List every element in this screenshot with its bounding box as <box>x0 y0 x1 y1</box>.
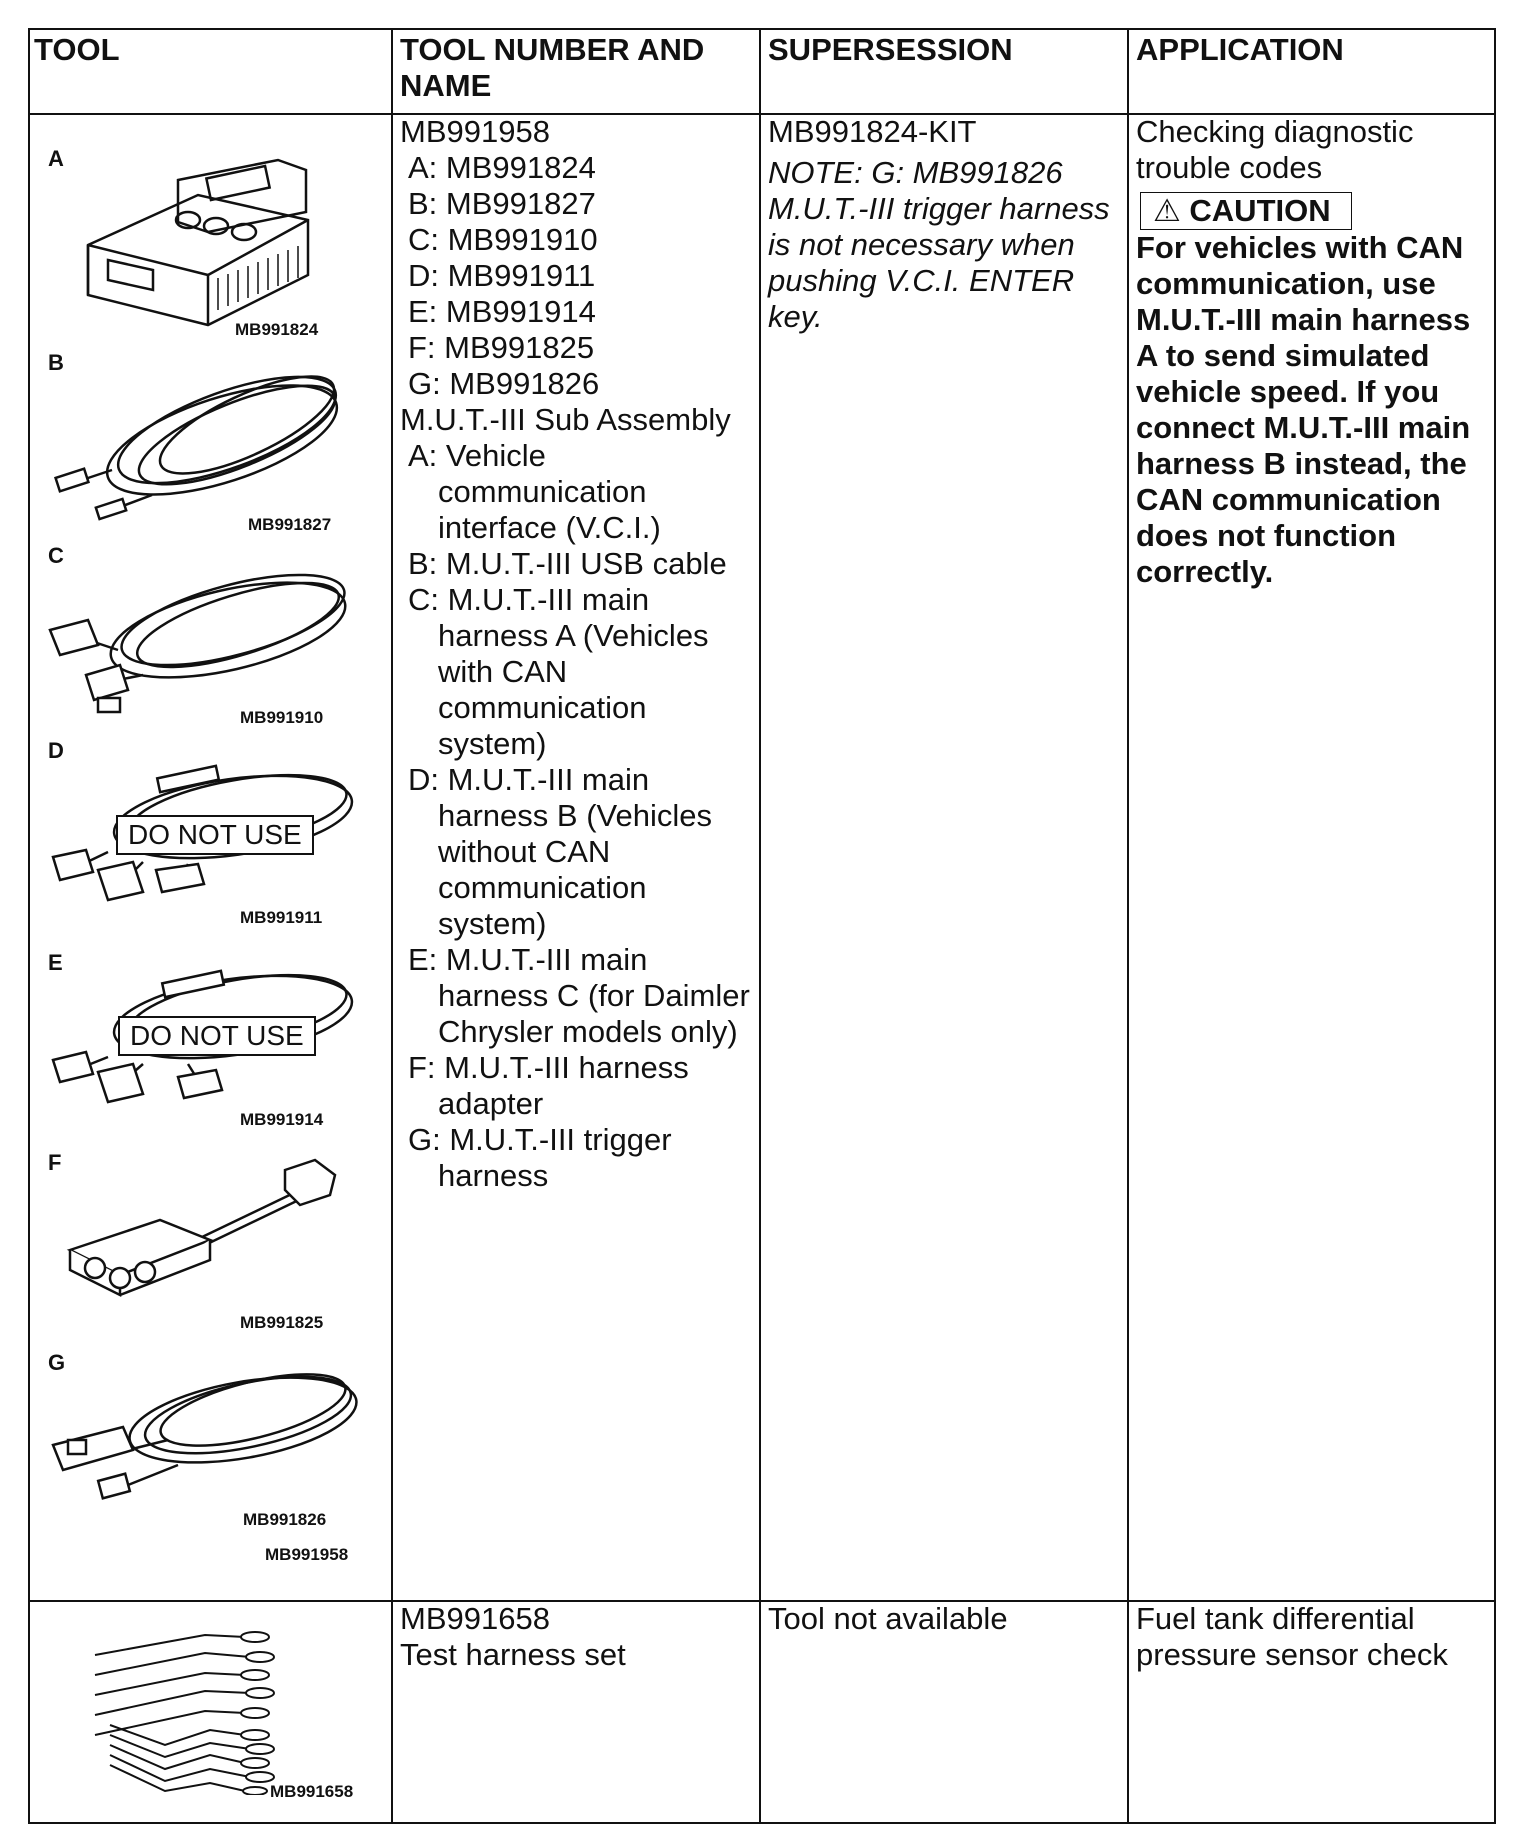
tool-number-line: F: M.U.T.-III harness <box>408 1050 689 1085</box>
do-not-use-stamp: DO NOT USE <box>116 815 314 855</box>
caution-line: communication, use <box>1136 266 1436 301</box>
kit-part-number: MB991958 <box>265 1545 349 1564</box>
column-divider <box>1127 28 1129 1824</box>
illustration-letter: A <box>48 146 64 171</box>
tool-number-line: harness C (for Daimler <box>438 978 750 1013</box>
main-harness-a-illustration <box>48 550 363 720</box>
tool-number-line: MB991658 <box>400 1601 550 1636</box>
note-line: pushing V.C.I. ENTER <box>768 263 1075 298</box>
tool-number-line: F: MB991825 <box>408 330 595 365</box>
application-text <box>1136 114 1491 186</box>
note-line: is not necessary when <box>768 227 1075 262</box>
caution-line: vehicle speed. If you <box>1136 374 1440 409</box>
tool-number-line: system) <box>438 906 547 941</box>
tool-number-line: adapter <box>438 1086 544 1121</box>
column-divider <box>759 28 761 1824</box>
supersession-note <box>768 155 1123 335</box>
column-divider <box>391 28 393 1824</box>
supersession-value: Tool not available <box>768 1601 1008 1636</box>
tool-number-line: E: MB991914 <box>408 294 596 329</box>
caution-line: CAN communication <box>1136 482 1441 517</box>
caution-text <box>1136 230 1491 590</box>
tool-number-list <box>400 1601 755 1673</box>
tool-number-line: C: MB991910 <box>408 222 598 257</box>
tool-number-line: G: M.U.T.-III trigger <box>408 1122 672 1157</box>
tool-number-line: G: MB991826 <box>408 366 600 401</box>
application-line: Checking diagnostic <box>1136 114 1414 149</box>
tool-number-line: A: MB991824 <box>408 150 596 185</box>
illustration-letter: D <box>48 738 64 763</box>
illustration-part-number: MB991658 <box>270 1782 354 1801</box>
illustration-letter: G <box>48 1350 66 1375</box>
illustration-part-number: MB991827 <box>248 515 332 534</box>
illustration-letter: C <box>48 543 64 568</box>
header-tool-number: TOOL NUMBER AND NAME <box>400 32 705 103</box>
header-tool: TOOL <box>34 32 120 67</box>
note-line: key. <box>768 299 823 334</box>
tool-number-line: harness A (Vehicles <box>438 618 709 653</box>
note-line: M.U.T.-III trigger harness <box>768 191 1110 226</box>
tool-number-line: C: M.U.T.-III main <box>408 582 650 617</box>
note-line: NOTE: G: MB991826 <box>768 155 1063 190</box>
tool-number-line: without CAN <box>438 834 611 869</box>
caution-label: ⚠ CAUTION <box>1140 192 1352 230</box>
tool-number-list <box>400 114 755 1194</box>
usb-cable-illustration <box>52 355 362 525</box>
vci-device-illustration <box>78 150 318 330</box>
illustration-letter: E <box>48 950 63 975</box>
illustration-part-number: MB991910 <box>240 708 324 727</box>
trigger-harness-illustration <box>48 1355 368 1515</box>
do-not-use-stamp: DO NOT USE <box>118 1016 316 1056</box>
tool-number-line: communication <box>438 474 647 509</box>
illustration-letter: B <box>48 350 64 375</box>
tool-number-line: D: MB991911 <box>408 258 596 293</box>
illustration-letter: F <box>48 1150 62 1175</box>
application-line: trouble codes <box>1136 150 1323 185</box>
illustration-part-number: MB991825 <box>240 1313 324 1332</box>
illustration-part-number: MB991911 <box>240 908 323 927</box>
tool-number-line: E: M.U.T.-III main <box>408 942 648 977</box>
harness-adapter-illustration <box>60 1150 360 1310</box>
header-supersession: SUPERSESSION <box>768 32 1013 67</box>
tool-number-line: MB991958 <box>400 114 550 149</box>
application-cell <box>1136 114 1491 590</box>
tool-number-line: communication <box>438 690 647 725</box>
application-text <box>1136 1601 1491 1673</box>
tool-number-line: communication <box>438 870 647 905</box>
tool-number-line: interface (V.C.I.) <box>438 510 661 545</box>
application-line: pressure sensor check <box>1136 1637 1448 1672</box>
tool-number-line: Test harness set <box>400 1637 626 1672</box>
supersession-cell <box>768 114 1123 335</box>
tool-number-line: system) <box>438 726 547 761</box>
tool-number-line: harness <box>438 1158 549 1193</box>
caution-line: For vehicles with CAN <box>1136 230 1464 265</box>
caution-line: harness B instead, the <box>1136 446 1467 481</box>
header-application: APPLICATION <box>1136 32 1344 67</box>
caution-line: M.U.T.-III main harness <box>1136 302 1471 337</box>
tool-number-line: B: MB991827 <box>408 186 596 221</box>
tool-number-line: harness B (Vehicles <box>438 798 712 833</box>
illustration-part-number: MB991826 <box>243 1510 327 1529</box>
tool-number-line: A: Vehicle <box>408 438 546 473</box>
tool-number-line: D: M.U.T.-III main <box>408 762 650 797</box>
caution-line: A to send simulated <box>1136 338 1430 373</box>
tool-number-line: B: M.U.T.-III USB cable <box>408 546 727 581</box>
tool-number-line: Chrysler models only) <box>438 1014 738 1049</box>
illustration-part-number: MB991914 <box>240 1110 324 1129</box>
caution-line: does not function <box>1136 518 1397 553</box>
application-line: Fuel tank differential <box>1136 1601 1415 1636</box>
supersession-value: MB991824-KIT <box>768 114 977 149</box>
caution-line: connect M.U.T.-III main <box>1136 410 1471 445</box>
illustration-part-number: MB991824 <box>235 320 319 339</box>
tool-number-line: with CAN <box>438 654 568 689</box>
tool-number-line: M.U.T.-III Sub Assembly <box>400 402 731 437</box>
caution-line: correctly. <box>1136 554 1274 589</box>
test-harness-set-illustration <box>85 1625 315 1795</box>
